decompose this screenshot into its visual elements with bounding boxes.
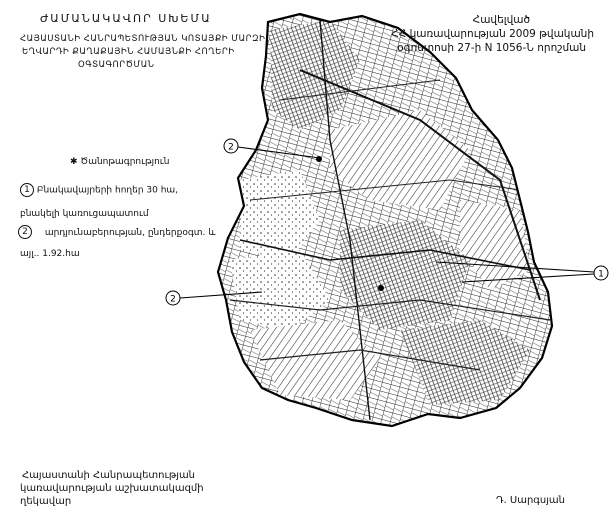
callout-circle-1-right	[594, 266, 608, 280]
footer-line-1: Հայաստանի Հանրապետության	[22, 470, 196, 481]
callout-circle-2-left	[166, 291, 180, 305]
legend-item-1-text-2: բնակելի կառուցապատում	[20, 209, 149, 219]
footer-line-3: ղեկավար	[20, 496, 72, 507]
asterisk-icon: ✱	[70, 157, 78, 167]
legend-item-1-text: Բնակավայրերի հողեր 30 հա,	[36, 185, 179, 196]
map-title: ԺԱՄԱՆԱԿԱՎՈՐ ՍԽԵՄԱ	[40, 12, 212, 25]
footer-line-2: կառավարության աշխատակազմի	[20, 483, 204, 494]
legend-number-badge: 1	[20, 183, 34, 197]
legend-item-2-text: արդյունաբերության, ընդերքօգտ. և	[44, 227, 216, 238]
legend-item-2-text-2: այլ.. 1.92.հա	[20, 249, 80, 259]
legend-number-badge: 2	[18, 225, 32, 239]
subtitle-line-1: ՀԱՅԱՍՏԱՆԻ ՀԱՆՐԱՊԵՏՈՒԹՅԱՆ ԿՈՏԱՅՔԻ ՄԱՐԶԻ	[20, 34, 266, 44]
legend-note-label: Ծանոթագրություն	[80, 157, 170, 167]
legend-item-1	[20, 183, 178, 197]
annex-line-1: Հավելված	[472, 14, 530, 26]
settlement-marker	[316, 156, 322, 162]
callout-number: 2	[170, 294, 176, 305]
industrial-marker	[378, 285, 384, 291]
signature: Դ. Սարգսյան	[496, 495, 565, 506]
legend-item-2	[18, 225, 216, 239]
callout-circle-2-top	[224, 139, 238, 153]
callout-number: 1	[598, 269, 604, 280]
subtitle-line-2: ԵՂՎԱՐԴԻ ՔԱՂԱՔԱՅԻՆ ՀԱՄԱՅՆՔԻ ՀՈՂԵՐԻ	[22, 47, 235, 57]
legend-note	[70, 157, 169, 167]
annex-line-3: օգոստոսի 27-ի N 1056-Ն որոշման	[397, 42, 586, 54]
annex-line-2: ՀՀ կառավարության 2009 թվականի	[391, 28, 594, 40]
subtitle-line-3: ՕԳՏԱԳՈՐԾՄԱՆ	[78, 60, 155, 70]
callout-number: 2	[228, 142, 234, 153]
